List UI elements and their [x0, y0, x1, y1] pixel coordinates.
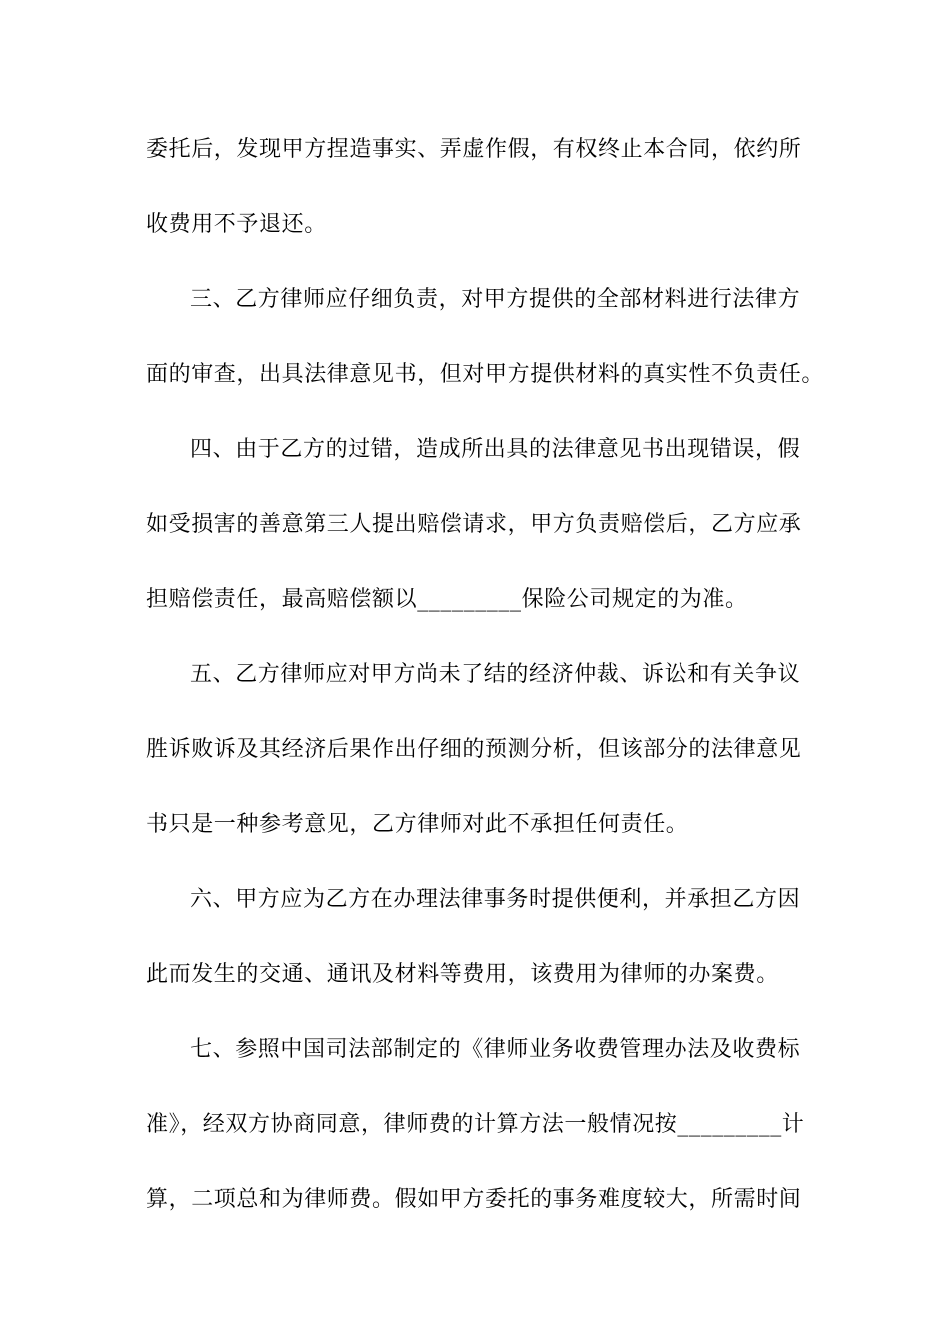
text-line: 胜诉败诉及其经济后果作出仔细的预测分析，但该部分的法律意见: [146, 737, 802, 762]
paragraph-6-start: 六、甲方应为乙方在办理法律事务时提供便利，并承担乙方因: [190, 887, 801, 912]
text-line: 算，二项总和为律师费。假如甲方委托的事务难度较大，所需时间: [146, 1187, 802, 1212]
text-line: 如受损害的善意第三人提出赔偿请求，甲方负责赔偿后，乙方应承: [146, 512, 802, 537]
text-line: 委托后，发现甲方捏造事实、弄虚作假，有权终止本合同，依约所: [146, 137, 802, 162]
text-line: 书只是一种参考意见，乙方律师对此不承担任何责任。: [146, 812, 689, 837]
text-line: 担赔偿责任，最高赔偿额以_________保险公司规定的为准。: [146, 587, 748, 612]
paragraph-5-start: 五、乙方律师应对甲方尚未了结的经济仲裁、诉讼和有关争议: [190, 662, 801, 687]
text-line: 准》，经双方协商同意，律师费的计算方法一般情况按_________计: [146, 1112, 805, 1137]
paragraph-3-start: 三、乙方律师应仔细负责，对甲方提供的全部材料进行法律方: [190, 287, 801, 312]
text-line: 面的审查，出具法律意见书，但对甲方提供材料的真实性不负责任。: [146, 362, 825, 387]
text-line: 此而发生的交通、通讯及材料等费用，该费用为律师的办案费。: [146, 962, 779, 987]
text-line: 收费用不予退还。: [146, 212, 327, 237]
paragraph-7-start: 七、参照中国司法部制定的《律师业务收费管理办法及收费标: [190, 1037, 801, 1062]
paragraph-4-start: 四、由于乙方的过错，造成所出具的法律意见书出现错误，假: [190, 437, 801, 462]
